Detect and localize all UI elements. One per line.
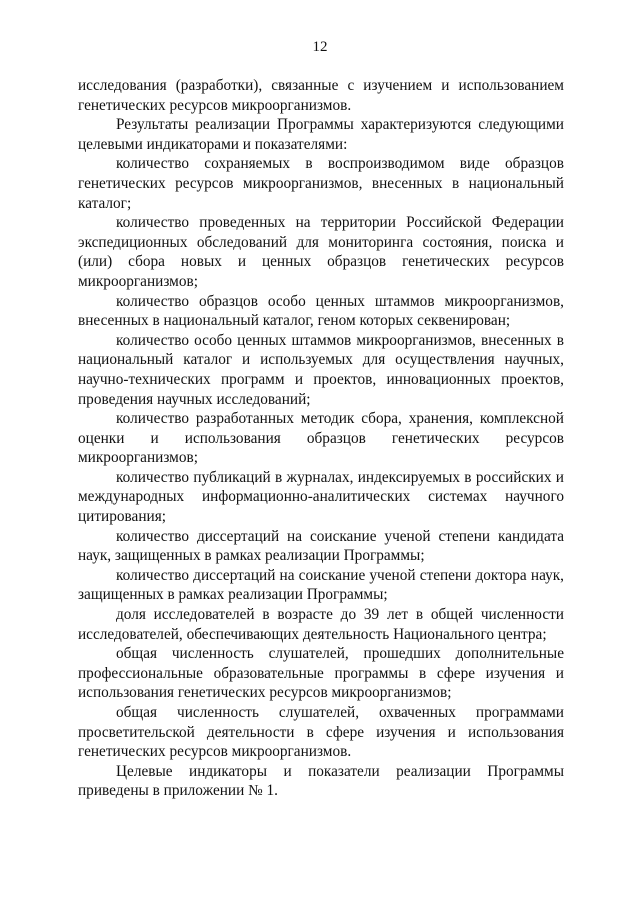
paragraph-continuation: исследования (разработки), связанные с изучением и использованием генетических ресурсов микроорганизмов.	[78, 77, 564, 114]
indicator-item: общая численность слушателей, охваченных программами просветительской деятельности в сфере изучения и использования генетических ресурсов микроорганизмов.	[78, 704, 564, 761]
document-body	[78, 76, 564, 801]
indicator-item: количество публикаций в журналах, индексируемых в российских и международных информационно-аналитических системах научного цитирования;	[78, 468, 564, 526]
indicator-item: количество диссертаций на соискание ученой степени доктора наук, защищенных в рамках реализации Программы;	[78, 566, 564, 604]
indicator-item: количество особо ценных штаммов микроорганизмов, внесенных в национальный каталог и используемых для осуществления научных, научно-технических программ и проектов, инновационных проектов, проведения научных исследований;	[78, 331, 564, 408]
indicator-item: доля исследователей в возрасте до 39 лет в общей численности исследователей, обеспечивающих деятельность Национального центра;	[78, 606, 564, 643]
indicator-item: количество образцов особо ценных штаммов микроорганизмов, внесенных в национальный каталог, геном которых секвенирован;	[78, 292, 564, 330]
paragraph-appendix-reference: Целевые индикаторы и показатели реализации Программы приведены в приложении № 1.	[78, 762, 564, 800]
indicator-item: количество разработанных методик сбора, хранения, комплексной оценки и использования образцов генетических ресурсов микроорганизмов;	[78, 410, 564, 467]
indicator-item: общая численность слушателей, прошедших дополнительные профессиональные образовательные программы в сфере изучения и использования генетических ресурсов микроорганизмов;	[78, 645, 564, 702]
indicator-item: количество сохраняемых в воспроизводимом виде образцов генетических ресурсов микроорганизмов, внесенных в национальный каталог;	[78, 155, 564, 212]
indicator-item: количество проведенных на территории Российской Федерации экспедиционных обследований для мониторинга состояния, поиска и (или) сбора новых и ценных образцов генетических ресурсов микроорганизмов;	[78, 214, 564, 290]
page-number: 12	[312, 39, 328, 55]
paragraph-results-intro: Результаты реализации Программы характеризуются следующими целевыми индикаторами и показателями:	[78, 116, 564, 153]
indicator-item: количество диссертаций на соискание ученой степени кандидата наук, защищенных в рамках реализации Программы;	[78, 527, 564, 565]
